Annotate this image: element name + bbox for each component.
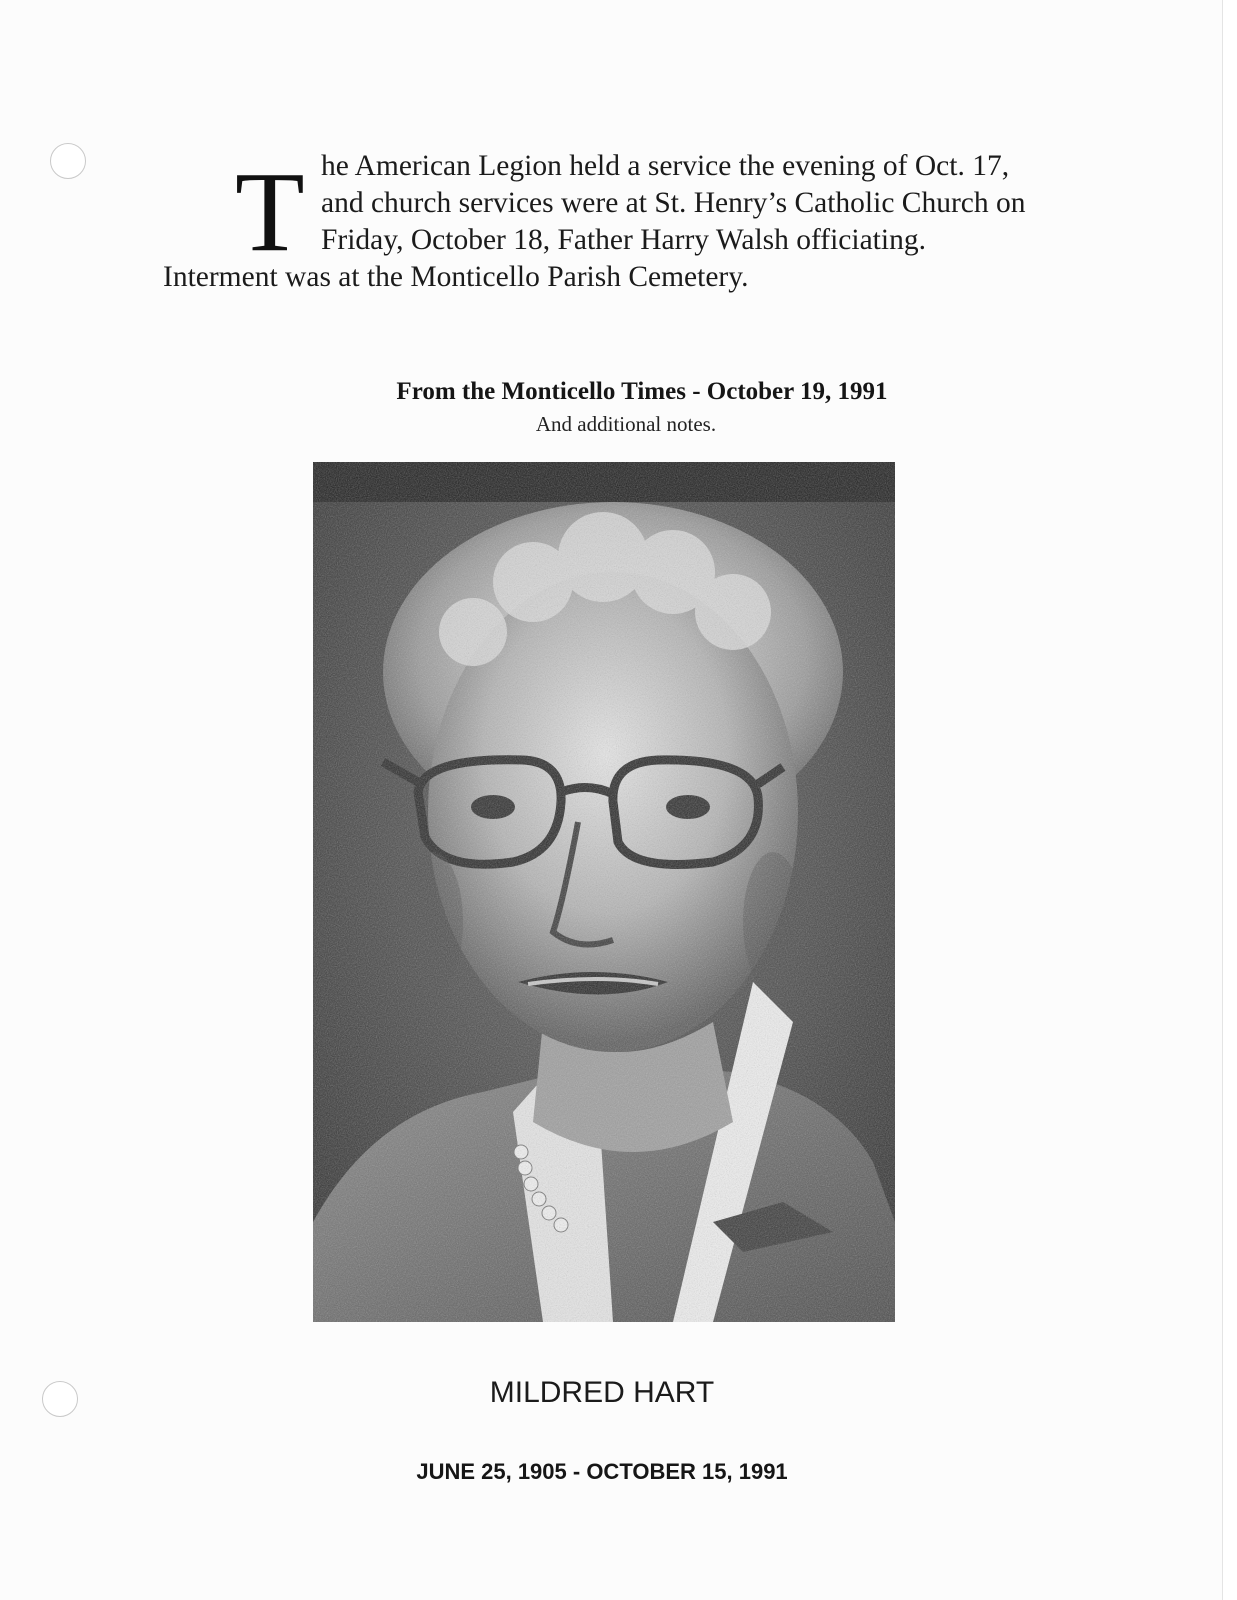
intro-line-4: Interment was at the Monticello Parish Cemetery. <box>163 261 749 293</box>
subject-name <box>0 1376 1222 1410</box>
portrait-illustration <box>313 462 895 1322</box>
intro-line-1: he American Legion held a service the evening of Oct. 17, <box>321 150 1010 182</box>
source-note-text: And additional notes. <box>535 412 717 436</box>
intro-line-3: Friday, October 18, Father Harry Walsh officiating. <box>321 224 926 256</box>
intro-line-2: and church services were at St. Henry’s Catholic Church on <box>321 187 1026 219</box>
binder-hole-top <box>50 143 86 179</box>
drop-cap: T <box>235 148 305 275</box>
source-heading <box>0 378 1222 406</box>
intro-paragraph <box>163 148 1093 296</box>
subject-dates <box>0 1459 1222 1485</box>
source-title: From the Monticello Times - October 19, 1991 <box>396 378 888 405</box>
source-note <box>0 412 1222 437</box>
portrait-photo <box>313 462 895 1322</box>
subject-name-text: MILDRED HART <box>489 1376 715 1409</box>
subject-dates-text: JUNE 25, 1905 - OCTOBER 15, 1991 <box>416 1459 788 1484</box>
